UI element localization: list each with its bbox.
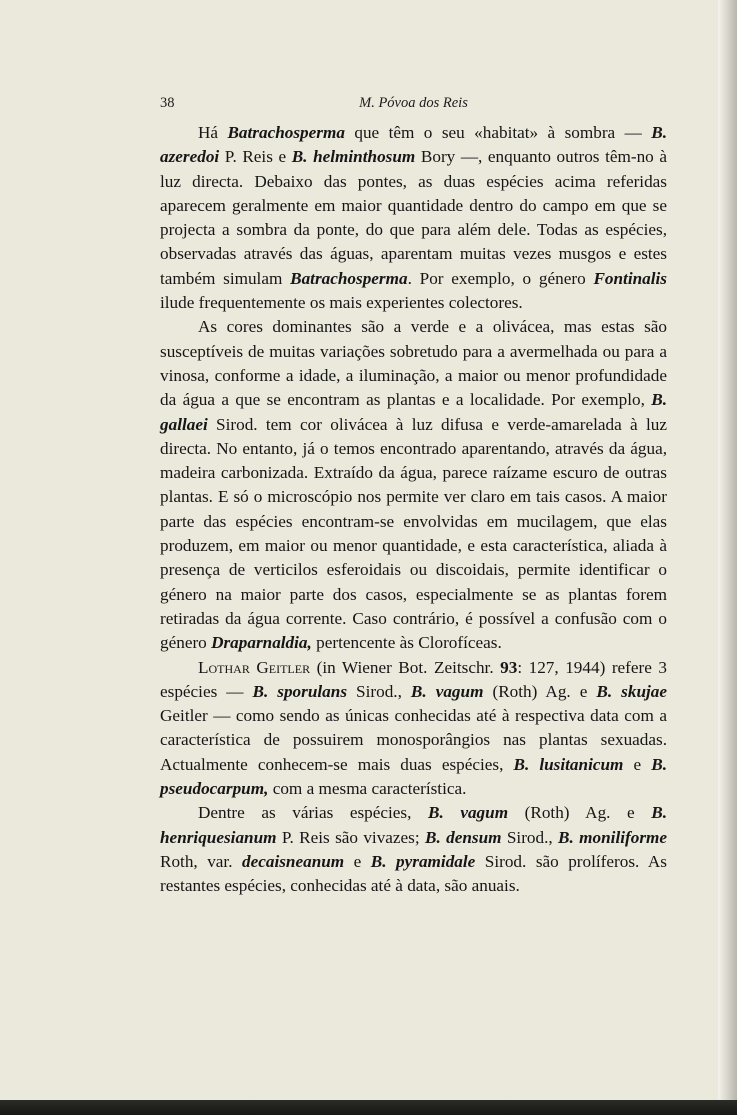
text-run: e [623, 754, 652, 774]
paragraph [160, 121, 667, 315]
text-run: Dentre as várias espécies, [198, 803, 428, 823]
text-run: P. Reis são vivazes; [276, 827, 425, 847]
italic-term: B. azeredoi [160, 123, 667, 167]
text-run: que têm o seu «habitat» à sombra — [344, 123, 652, 142]
italic-term: decaisneanum [242, 851, 345, 871]
text-run: P. Reis e [219, 147, 292, 167]
italic-term: B. pseudocarpum, [160, 754, 667, 799]
scan-bottom-border [0, 1100, 737, 1115]
italic-term: B. skujae [596, 681, 668, 701]
text-run: e [344, 851, 371, 871]
text-run: Sirod. são prolíferos. As restantes espécies, conhecidas até à data, são anuais. [160, 851, 667, 896]
italic-term: B. moniliforme [558, 827, 668, 847]
italic-term: B. lusitanicum [513, 754, 624, 774]
body-text [160, 121, 667, 899]
text-run: Há [198, 123, 228, 142]
page-number: 38 [160, 95, 175, 111]
page-edge-shadow [718, 0, 737, 1115]
italic-term: Batrachosperma [290, 268, 408, 288]
italic-term: Draparnaldia, [211, 633, 312, 653]
text-run: Sirod., [347, 681, 411, 701]
italic-term: B. pyramidale [370, 851, 476, 871]
paragraph [160, 801, 667, 898]
running-head [160, 95, 667, 119]
italic-term: B. densum [425, 827, 502, 847]
text-run: (Roth) Ag. e [483, 681, 597, 701]
text-run: . Por exemplo, o género [407, 268, 594, 288]
italic-term: B. helminthosum [291, 147, 416, 167]
paragraph [160, 656, 667, 802]
italic-term: Batrachosperma [227, 123, 345, 142]
running-title: M. Póvoa dos Reis [359, 95, 468, 111]
author-name: Lothar Geitler [198, 657, 311, 677]
volume-number: 93 [500, 657, 518, 677]
text-run: Bory —, enquanto outros têm-no à luz directa. Debaixo das pontes, as duas espécies acima referidas aparecem geralmente em maior quantidade dentro do campo em que se projecta a sombra da ponte, do que para além dele. Todas as espécies, observadas através das águas, aparentam muitas vezes musgos e estes também simulam [160, 147, 667, 288]
text-run: : 127, 1944) refere 3 espécies — [160, 657, 667, 701]
italic-term: B. vagum [427, 803, 509, 823]
text-run: Sirod. tem cor olivácea à luz difusa e verde-amarelada à luz directa. No entanto, já o temos encontrado aparentando, através da água, madeira carbonizada. Extraído da água, parece raízame escuro de outras plantas. E só o microscópio nos permite ver claro em tais casos. A maior parte das espécies encontram-se envolvidas em mucilagem, que elas produzem, em maior ou menor quantidade, e esta característica, aliada à presença de verticilos esferoidais ou discoidais, permite identificar o género na maior parte dos casos, especialmente se as plantas forem retiradas da água corrente. Caso contrário, é possível a confusão com o género [160, 414, 667, 653]
text-run: pertencente às Clorofíceas. [311, 633, 502, 653]
text-run: As cores dominantes são a verde e a olivácea, mas estas são susceptíveis de muitas variações sobretudo para a avermelhada ou para a vinosa, conforme a idade, a iluminação, a maior ou menor profundidade da água a que se encontram as plantas e a localidade. Por exemplo, [160, 317, 667, 410]
italic-term: B. henriquesianum [160, 803, 667, 847]
italic-term: B. sporulans [252, 681, 348, 701]
text-run: (Roth) Ag. e [508, 803, 652, 823]
text-run: (in Wiener Bot. Zeitschr. [310, 657, 501, 677]
italic-term: Fontinalis [593, 268, 667, 288]
text-run: com a mesma característica. [268, 779, 467, 799]
text-run: Sirod., [501, 827, 559, 847]
text-run: Roth, var. [160, 851, 242, 871]
italic-term: B. vagum [410, 681, 484, 701]
text-run: ilude frequentemente os mais experientes colectores. [160, 293, 523, 313]
text-run: Geitler — como sendo as únicas conhecidas até à respectiva data com a característica de possuirem monosporângios nas plantas sexuadas. Actualmente conhecem-se mais duas espécies, [160, 706, 667, 774]
italic-term: B. gallaei [160, 390, 667, 434]
paragraph [160, 315, 667, 655]
